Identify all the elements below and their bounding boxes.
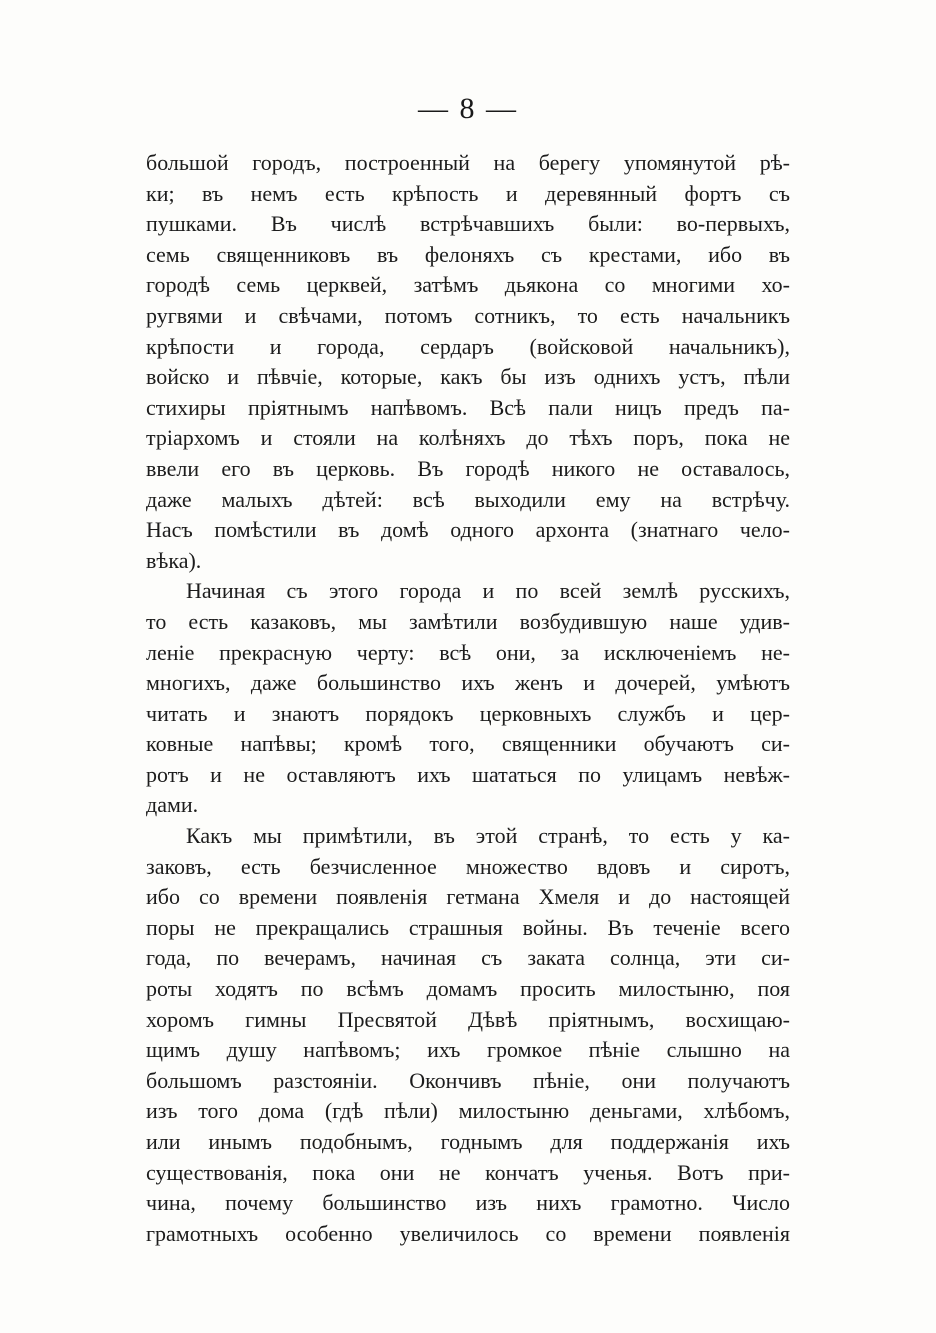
text-line: дами. <box>146 792 199 818</box>
text-line: пушками. Въ числѣ встрѣчавшихъ были: во-первыхъ, <box>146 211 790 237</box>
page-number: — 8 — <box>418 92 518 125</box>
text-line: ввели его въ церковь. Въ городѣ никого не оставалось, <box>146 455 790 481</box>
text-line: многихъ, даже большинство ихъ женъ и дочерей, умѣютъ <box>146 670 790 696</box>
text-line: Какъ мы примѣтили, въ этой странѣ, то есть у ка- <box>186 823 790 849</box>
paragraph-3 <box>146 821 790 1249</box>
text-line: существованія, пока они не кончатъ ученья. Вотъ при- <box>146 1159 790 1185</box>
text-line: даже малыхъ дѣтей: всѣ выходили ему на встрѣчу. <box>146 486 790 512</box>
text-line: поры не прекращались страшныя войны. Въ теченіе всего <box>146 914 790 940</box>
text-line: тріархомъ и стояли на колѣняхъ до тѣхъ поръ, пока не <box>146 425 790 451</box>
text-line: чина, почему большинство изъ нихъ грамотно. Число <box>146 1190 790 1216</box>
text-line: крѣпости и города, сердаръ (войсковой начальникъ), <box>146 333 790 359</box>
text-line: ибо со времени появленія гетмана Хмеля и до настоящей <box>146 884 790 910</box>
text-line: войско и пѣвчіе, которые, какъ бы изъ однихъ устъ, пѣли <box>146 364 790 390</box>
text-line: или инымъ подобнымъ, годнымъ для поддержанія ихъ <box>146 1129 790 1154</box>
paragraph-2 <box>146 576 790 821</box>
text-line: ки; въ немъ есть крѣпость и деревянный фортъ съ <box>146 180 790 206</box>
text-line: заковъ, есть безчисленное множество вдовъ и сиротъ, <box>146 853 790 879</box>
text-line: Начиная съ этого города и по всей землѣ русскихъ, <box>186 578 790 604</box>
text-line: вѣка). <box>146 547 202 573</box>
text-line: ковные напѣвы; кромѣ того, священники обучаютъ си- <box>146 731 790 757</box>
text-line: леніе прекрасную черту: всѣ они, за исключеніемъ не- <box>146 639 790 665</box>
body-text <box>146 148 790 1249</box>
text-line: ругвями и свѣчами, потомъ сотникъ, то есть начальникъ <box>146 302 790 328</box>
text-line: большой городъ, построенный на берегу упомянутой рѣ- <box>146 150 790 175</box>
paragraph-1 <box>146 148 790 576</box>
text-line: то есть казаковъ, мы замѣтили возбудившую наше удив- <box>146 608 790 634</box>
text-line: стихиры пріятнымъ напѣвомъ. Всѣ пали ницъ предъ па- <box>146 394 790 420</box>
text-line: щимъ душу напѣвомъ; ихъ громкое пѣніе слышно на <box>146 1037 790 1063</box>
text-line: года, по вечерамъ, начиная съ заката солнца, эти си- <box>146 945 790 971</box>
text-line: читать и знаютъ порядокъ церковныхъ службъ и цер- <box>146 700 790 726</box>
text-line: роты ходятъ по всѣмъ домамъ просить милостыню, поя <box>146 976 790 1002</box>
text-line: большомъ разстояніи. Окончивъ пѣніе, они получаютъ <box>146 1067 790 1093</box>
text-line: хоромъ гимны Пресвятой Дѣвѣ пріятнымъ, восхищаю- <box>146 1006 790 1032</box>
text-line: городѣ семь церквей, затѣмъ дьякона со многими хо- <box>146 272 790 298</box>
text-line: семь священниковъ въ фелоняхъ съ крестами, ибо въ <box>146 241 790 267</box>
text-line: Насъ помѣстили въ домѣ одного архонта (знатнаго чело- <box>146 517 790 543</box>
text-line: грамотныхъ особенно увеличилось со времени появленія <box>146 1220 790 1246</box>
text-line: ротъ и не оставляютъ ихъ шататься по улицамъ невѣж- <box>146 761 790 787</box>
text-line: изъ того дома (гдѣ пѣли) милостыню деньгами, хлѣбомъ, <box>146 1098 790 1124</box>
